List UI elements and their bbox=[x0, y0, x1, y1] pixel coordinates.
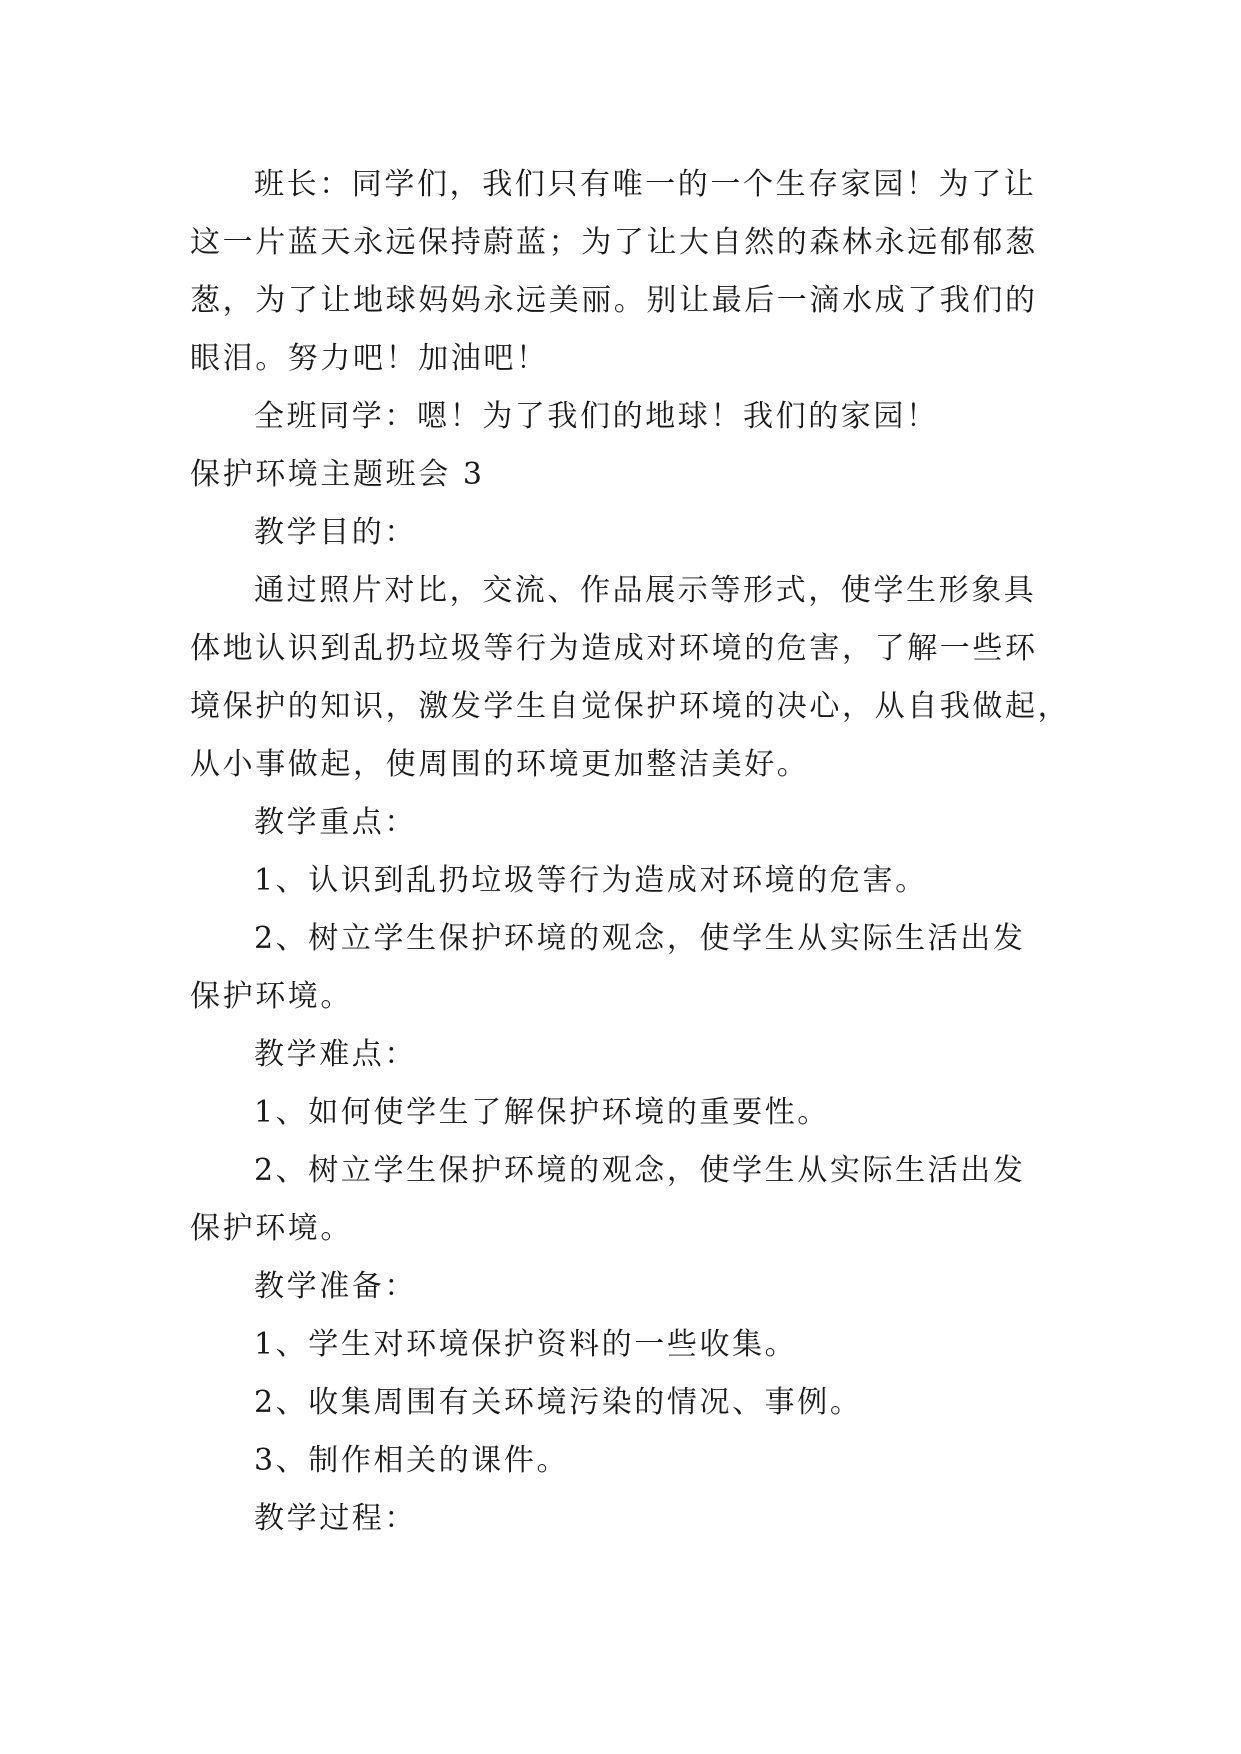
subheading: 教学重点： bbox=[254, 805, 417, 840]
list-item-continued: 保护环境。 bbox=[190, 1211, 353, 1246]
paragraph-line: 这一片蓝天永远保持蔚蓝；为了让大自然的森林永远郁郁葱 bbox=[190, 225, 1038, 260]
paragraph-line: 境保护的知识，激发学生自觉保护环境的决心，从自我做起， bbox=[190, 689, 1071, 724]
section-title: 保护环境主题班会 3 bbox=[190, 457, 485, 492]
subheading: 教学过程： bbox=[254, 1501, 417, 1536]
list-item-continued: 保护环境。 bbox=[190, 979, 353, 1014]
list-item: 3、制作相关的课件。 bbox=[254, 1443, 570, 1478]
list-item: 1、认识到乱扔垃圾等行为造成对环境的危害。 bbox=[254, 863, 928, 898]
paragraph-line: 葱，为了让地球妈妈永远美丽。别让最后一滴水成了我们的 bbox=[190, 283, 1038, 318]
subheading: 教学难点： bbox=[254, 1037, 417, 1072]
subheading: 教学目的： bbox=[254, 515, 417, 550]
paragraph-line: 全班同学：嗯！为了我们的地球！我们的家园！ bbox=[254, 399, 939, 434]
paragraph-line: 体地认识到乱扔垃圾等行为造成对环境的危害，了解一些环 bbox=[190, 631, 1038, 666]
list-item: 1、如何使学生了解保护环境的重要性。 bbox=[254, 1095, 830, 1130]
paragraph-line: 眼泪。努力吧！加油吧！ bbox=[190, 341, 549, 376]
list-item: 2、收集周围有关环境污染的情况、事例。 bbox=[254, 1385, 863, 1420]
paragraph-line: 通过照片对比，交流、作品展示等形式，使学生形象具 bbox=[254, 573, 1037, 608]
list-item: 2、树立学生保护环境的观念，使学生从实际生活出发 bbox=[254, 1153, 1026, 1188]
paragraph-line: 班长：同学们，我们只有唯一的一个生存家园！为了让 bbox=[254, 167, 1037, 202]
list-item: 1、学生对环境保护资料的一些收集。 bbox=[254, 1327, 798, 1362]
list-item: 2、树立学生保护环境的观念，使学生从实际生活出发 bbox=[254, 921, 1026, 956]
paragraph-line: 从小事做起，使周围的环境更加整洁美好。 bbox=[190, 747, 810, 782]
subheading: 教学准备： bbox=[254, 1269, 417, 1304]
